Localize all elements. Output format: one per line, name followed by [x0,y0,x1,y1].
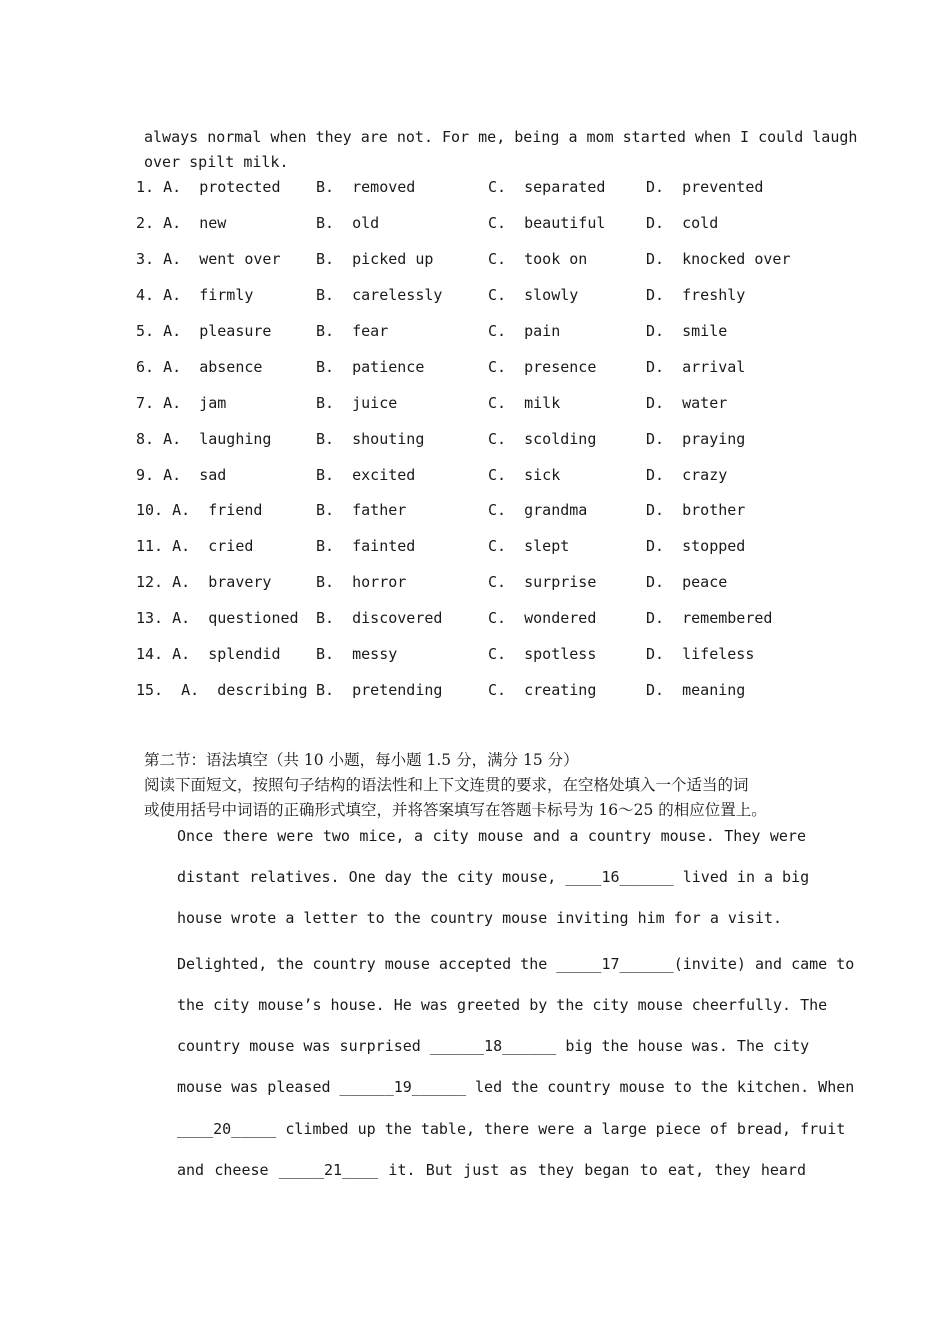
choice-row [136,357,836,377]
option-d: D. water [646,394,728,412]
option-c: C. pain [488,322,561,340]
option-c: C. slowly [488,286,579,304]
choice-row [136,249,836,269]
option-b: B. shouting [316,430,425,448]
option-a: 6. A. absence [136,358,263,376]
option-a: 11. A. cried [136,537,254,555]
option-d: D. crazy [646,466,728,484]
option-d: D. smile [646,322,728,340]
option-c: C. wondered [488,609,597,627]
choice-row [136,608,836,628]
choice-row [136,177,836,197]
passage-line: distant relatives. One day the city mouse, ____16______ lived in a big [177,868,810,886]
option-b: B. pretending [316,681,443,699]
option-c: C. presence [488,358,597,376]
choice-row [136,500,836,520]
option-d: D. prevented [646,178,764,196]
choice-row [136,321,836,341]
option-a: 9. A. sad [136,466,227,484]
option-c: C. slept [488,537,570,555]
option-a: 10. A. friend [136,501,263,519]
intro-line-1: always normal when they are not. For me, being a mom started when I could laugh [144,128,858,146]
option-d: D. meaning [646,681,746,699]
option-b: B. old [316,214,380,232]
instruction-line-1: 阅读下面短文，按照句子结构的语法性和上下文连贯的要求，在空格处填入一个适当的词 [144,776,749,794]
option-c: C. creating [488,681,597,699]
option-c: C. beautiful [488,214,606,232]
option-c: C. scolding [488,430,597,448]
option-b: B. fainted [316,537,416,555]
passage-line: mouse was pleased ______19______ led the country mouse to the kitchen. When [177,1078,855,1096]
option-b: B. carelessly [316,286,443,304]
passage-line: Once there were two mice, a city mouse and a country mouse. They were [177,827,806,845]
choice-row [136,572,836,592]
option-a: 7. A. jam [136,394,227,412]
passage-line: and cheese _____21____ it. But just as they began to eat, they heard [177,1161,806,1179]
option-a: 15. A. describing [136,681,308,699]
passage-line: house wrote a letter to the country mouse inviting him for a visit. [177,909,783,927]
option-a: 5. A. pleasure [136,322,272,340]
option-a: 3. A. went over [136,250,281,268]
section-title: 第二节：语法填空（共 10 小题，每小题 1.5 分，满分 15 分） [144,751,579,769]
option-b: B. horror [316,573,407,591]
option-a: 4. A. firmly [136,286,254,304]
option-d: D. cold [646,214,719,232]
option-b: B. juice [316,394,398,412]
option-d: D. arrival [646,358,746,376]
option-a: 2. A. new [136,214,227,232]
option-d: D. lifeless [646,645,755,663]
option-b: B. excited [316,466,416,484]
option-c: C. surprise [488,573,597,591]
option-b: B. patience [316,358,425,376]
choice-row [136,429,836,449]
option-b: B. removed [316,178,416,196]
option-a: 8. A. laughing [136,430,272,448]
option-d: D. stopped [646,537,746,555]
option-c: C. milk [488,394,561,412]
choice-row [136,465,836,485]
choice-row [136,536,836,556]
passage-line: the city mouse’s house. He was greeted by the city mouse cheerfully. The [177,996,828,1014]
choice-row [136,680,836,700]
passage-line: country mouse was surprised ______18______ big the house was. The city [177,1037,810,1055]
option-a: 12. A. bravery [136,573,272,591]
option-b: B. father [316,501,407,519]
option-c: C. spotless [488,645,597,663]
option-d: D. freshly [646,286,746,304]
option-b: B. picked up [316,250,434,268]
choice-row [136,213,836,233]
option-d: D. peace [646,573,728,591]
option-c: C. grandma [488,501,588,519]
instruction-line-2: 或使用括号中词语的正确形式填空，并将答案填写在答题卡标号为 16～25 的相应位置上。 [144,801,767,819]
option-a: 1. A. protected [136,178,281,196]
option-c: C. separated [488,178,606,196]
option-d: D. brother [646,501,746,519]
option-b: B. fear [316,322,389,340]
choice-row [136,285,836,305]
choice-row [136,644,836,664]
option-d: D. praying [646,430,746,448]
option-a: 14. A. splendid [136,645,281,663]
intro-line-2: over spilt milk. [144,153,289,171]
option-b: B. messy [316,645,398,663]
option-d: D. remembered [646,609,773,627]
option-b: B. discovered [316,609,443,627]
passage-line: Delighted, the country mouse accepted the _____17______(invite) and came to [177,955,855,973]
passage-line: ____20_____ climbed up the table, there were a large piece of bread, fruit [177,1120,846,1138]
option-c: C. took on [488,250,588,268]
choice-row [136,393,836,413]
option-d: D. knocked over [646,250,791,268]
option-a: 13. A. questioned [136,609,299,627]
option-c: C. sick [488,466,561,484]
